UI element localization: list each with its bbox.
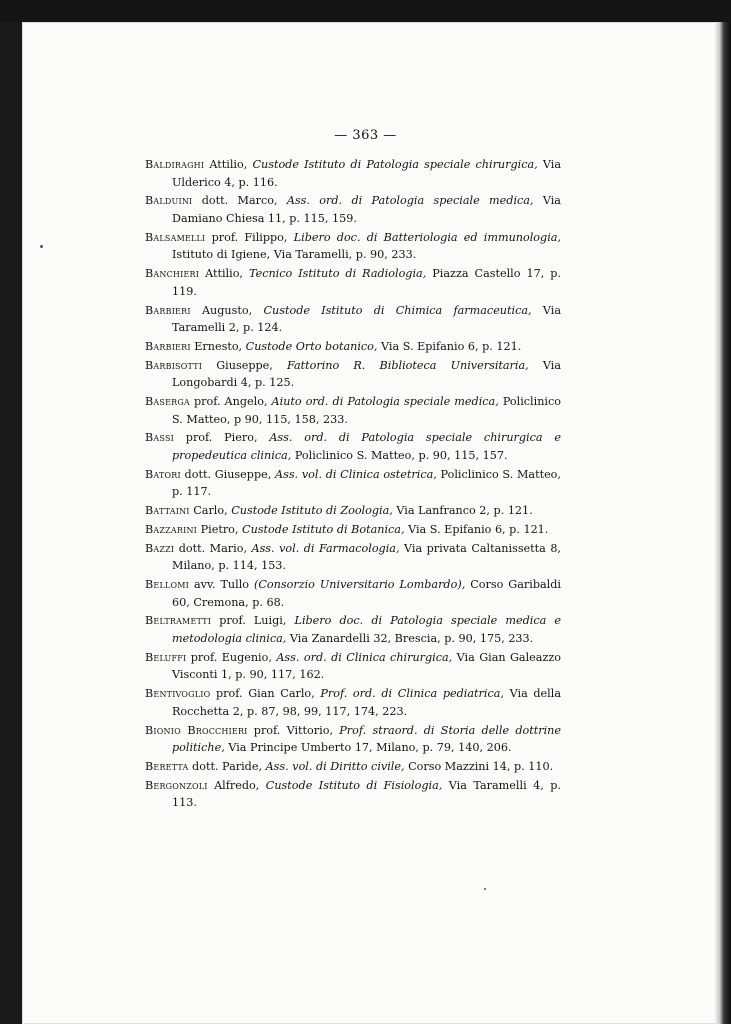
entry-name: Batori xyxy=(145,467,181,481)
directory-entry xyxy=(145,429,561,464)
entry-title: prof. Eugenio, xyxy=(186,650,277,664)
entry-role: Ass. ord. di Clinica chirurgica, xyxy=(276,650,453,664)
entry-title: Pietro, xyxy=(197,522,243,536)
entry-name: Beluffi xyxy=(145,650,187,664)
entry-role: Libero doc. di Patologia speciale medica e metodologia clinica, xyxy=(172,614,561,646)
entry-role: Custode Orto botanico, xyxy=(245,339,378,353)
entry-role: Custode Istituto di Patologia speciale chirurgica, xyxy=(252,158,538,171)
entry-role: Custode Istituto di Chimica farmaceutica, xyxy=(263,303,532,317)
directory-entry xyxy=(145,393,561,428)
directory-entry xyxy=(145,649,561,684)
entry-address: Piazza Castello 17, p. 119. xyxy=(172,267,561,298)
entry-role: Libero doc. di Batteriologia ed immunologia, xyxy=(293,230,561,244)
page-number: — 363 — xyxy=(334,128,397,143)
directory-entry xyxy=(145,265,561,300)
entry-name: Bellomi xyxy=(145,578,189,592)
entry-address: Policlinico S. Matteo, p. 90, 115, 157. xyxy=(291,449,508,462)
scan-top-edge xyxy=(0,0,731,22)
entry-address: Istituto di Igiene, Via Taramelli, p. 90, 233. xyxy=(172,248,417,262)
directory-entry xyxy=(145,612,561,647)
entry-title: prof. Piero, xyxy=(173,431,270,445)
entry-address: Via S. Epifanio 6, p. 121. xyxy=(377,339,522,353)
entry-address: Via Gian Galeazzo Visconti 1, p. 90, 117, 162. xyxy=(172,650,561,682)
entry-title: Carlo, xyxy=(189,504,232,518)
entry-name: Barbieri xyxy=(145,339,191,353)
entry-title: dott. Giuseppe, xyxy=(180,467,275,481)
entry-title: prof. Filippo, xyxy=(205,230,294,244)
entry-role: Fattorino R. Biblioteca Universitaria, xyxy=(286,358,529,372)
entry-role: Custode Istituto di Fisiologia, xyxy=(265,778,443,792)
entry-title: prof. Vittorio, xyxy=(247,723,340,737)
entry-name: Barbisotti xyxy=(145,358,203,372)
directory-entry xyxy=(145,540,561,575)
entry-title: prof. Gian Carlo, xyxy=(210,687,321,701)
directory-entry xyxy=(145,229,561,264)
directory-entry xyxy=(145,576,561,611)
directory-entry xyxy=(145,722,561,757)
entry-name: Barbieri xyxy=(145,303,191,317)
entry-title: Attilio, xyxy=(204,158,253,171)
entry-name: Bergonzoli xyxy=(145,778,208,792)
entry-role: (Consorzio Universitario Lombardo), xyxy=(254,578,466,592)
directory-entry xyxy=(145,758,561,776)
entry-title: Attilio, xyxy=(199,267,249,281)
directory-entry xyxy=(145,338,561,356)
entry-name: Bionio Brocchieri xyxy=(145,723,248,737)
entry-role: Tecnico Istituto di Radiologia, xyxy=(249,267,427,281)
entry-address: Via della Rocchetta 2, p. 87, 98, 99, 117, 174, 223. xyxy=(172,687,561,718)
entry-address: Via Taramelli 4, p. 113. xyxy=(172,778,561,810)
entry-name: Beltrametti xyxy=(145,614,212,628)
entry-role: Prof. ord. di Clinica pediatrica, xyxy=(320,687,504,701)
directory-entry xyxy=(145,466,561,501)
entry-title: Alfredo, xyxy=(207,778,266,792)
entry-address: Via Principe Umberto 17, Milano, p. 79, 140, 206. xyxy=(224,741,512,755)
entry-role: Ass. vol. di Clinica ostetrica, xyxy=(275,467,437,481)
entry-name: Banchieri xyxy=(145,267,200,281)
entry-name: Balsamelli xyxy=(145,230,206,244)
entry-address: Policlinico S. Matteo, p. 117. xyxy=(172,467,561,499)
entry-title: avv. Tullo xyxy=(189,578,254,592)
directory-entry xyxy=(145,685,561,720)
entry-name: Beretta xyxy=(145,759,189,773)
entry-name: Balduini xyxy=(145,194,193,208)
binding-edge xyxy=(715,22,731,1024)
directory-entry xyxy=(145,192,561,227)
directory-entry xyxy=(145,777,561,812)
entry-title: Ernesto, xyxy=(190,339,246,353)
entry-address: Policlinico S. Matteo, p 90, 115, 158, 233. xyxy=(172,395,561,426)
entry-address: Via Lanfranco 2, p. 121. xyxy=(392,504,533,518)
directory-entries xyxy=(145,156,561,813)
entry-address: Corso Mazzini 14, p. 110. xyxy=(404,759,554,773)
entry-name: Bazzi xyxy=(145,541,175,555)
entry-address: Via Longobardi 4, p. 125. xyxy=(172,358,561,390)
entry-address: Via S. Epifanio 6, p. 121. xyxy=(404,522,549,536)
entry-role: Custode Istituto di Zoologia, xyxy=(231,504,393,518)
entry-title: dott. Marco, xyxy=(192,194,287,208)
entry-role: Custode Istituto di Botanica, xyxy=(242,522,405,536)
directory-entry xyxy=(145,357,561,392)
scan-speck xyxy=(484,888,486,890)
entry-title: prof. Angelo, xyxy=(189,395,272,409)
entry-name: Baldiraghi xyxy=(145,158,205,171)
entry-title: Augusto, xyxy=(190,303,264,317)
entry-title: prof. Luigi, xyxy=(211,614,295,628)
entry-name: Bazzarini xyxy=(145,522,198,536)
entry-role: Prof. straord. di Storia delle dottrine politiche, xyxy=(172,723,561,755)
entry-address: Via Zanardelli 32, Brescia, p. 90, 175, 233. xyxy=(286,632,534,646)
entry-name: Bentivoglio xyxy=(145,687,211,701)
entry-title: dott. Paride, xyxy=(188,759,266,773)
entry-role: Ass. ord. di Patologia speciale medica, xyxy=(286,194,534,208)
directory-entry xyxy=(145,302,561,337)
entry-title: Giuseppe, xyxy=(202,358,287,372)
entry-role: Aiuto ord. di Patologia speciale medica, xyxy=(271,395,499,409)
entry-address: Via Ulderico 4, p. 116. xyxy=(172,158,562,189)
entry-address: Via privata Caltanissetta 8, Milano, p. 114, 153. xyxy=(172,541,561,573)
directory-entry xyxy=(145,502,561,520)
entry-name: Baserga xyxy=(145,395,190,409)
scan-speck xyxy=(40,245,43,248)
entry-role: Ass. ord. di Patologia speciale chirurgica e propedeutica clinica, xyxy=(172,431,561,462)
entry-name: Battaini xyxy=(145,504,190,518)
entry-name: Bassi xyxy=(145,431,174,445)
directory-entry xyxy=(145,156,561,191)
directory-entry xyxy=(145,521,561,539)
entry-role: Ass. vol. di Diritto civile, xyxy=(265,759,405,773)
entry-title: dott. Mario, xyxy=(174,541,252,555)
entry-address: Via Damiano Chiesa 11, p. 115, 159. xyxy=(172,194,561,225)
entry-address: Via Taramelli 2, p. 124. xyxy=(172,303,562,335)
entry-role: Ass. vol. di Farmacologia, xyxy=(251,541,400,555)
entry-address: Corso Garibaldi 60, Cremona, p. 68. xyxy=(172,578,561,609)
